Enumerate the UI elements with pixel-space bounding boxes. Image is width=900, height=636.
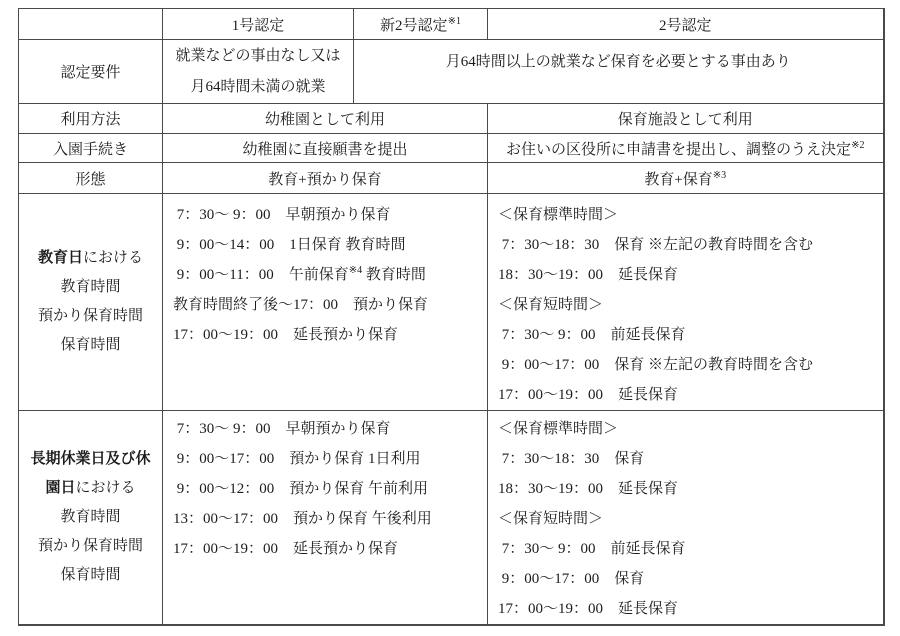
schedule-line	[173, 260, 487, 290]
form-cell-education-hoiku	[488, 163, 884, 194]
row-label-usage: 利用方法	[19, 104, 163, 134]
holiday-label-line5: 保育時間	[60, 567, 121, 583]
holiday-childcare-schedule	[488, 411, 884, 626]
schedule-line: 17：00～19：00 延長預かり保育	[173, 541, 399, 557]
schedule-line: 教育時間終了後～17：00 預かり保育	[173, 297, 429, 313]
education-day-kindergarten-schedule	[163, 194, 488, 411]
footnote-ref-3: ※3	[712, 169, 727, 181]
holiday-label-line3: 教育時間	[60, 509, 121, 525]
row-label-holiday	[19, 411, 163, 626]
procedure-row	[19, 134, 884, 163]
footnote-ref-2: ※2	[851, 139, 865, 151]
schedule-line: 7：30～ 9：00 早朝預かり保育	[173, 421, 391, 437]
education-day-rest: における	[83, 250, 144, 266]
schedule-line-pre: 9：00～11：00 午前保育	[173, 267, 349, 283]
care-line: 17：00～19：00 延長保育	[498, 387, 679, 403]
care-line: ＜保育短時間＞	[498, 297, 604, 313]
row-label-procedure: 入園手続き	[19, 134, 163, 163]
care-line: 9：00～17：00 保育 ※左記の教育時間を含む	[498, 357, 814, 373]
form-cell-education-azukari: 教育+預かり保育	[163, 163, 488, 194]
care-line: 7：30～18：30 保育 ※左記の教育時間を含む	[498, 237, 814, 253]
requirements-1gou-line2: 月64時間未満の就業	[190, 78, 326, 95]
header-cell-1gou-nintei: 1号認定	[163, 9, 354, 40]
requirements-1gou-line1: 就業などの事由なし又は	[175, 47, 341, 64]
care-line: ＜保育標準時間＞	[498, 207, 619, 223]
education-day-row	[19, 194, 884, 411]
care-line: 18：30～19：00 延長保育	[498, 481, 679, 497]
row-label-requirements: 認定要件	[19, 40, 163, 104]
schedule-line: 17：00～19：00 延長預かり保育	[173, 327, 399, 343]
care-line: ＜保育標準時間＞	[498, 421, 619, 437]
education-day-label-line3: 預かり保育時間	[37, 308, 143, 324]
usage-cell-kindergarten: 幼稚園として利用	[163, 104, 488, 134]
schedule-line: 9：00～14：00 1日保育 教育時間	[173, 237, 406, 253]
holiday-label-line2	[19, 474, 162, 503]
header-cell-2gou-nintei: 2号認定	[488, 9, 884, 40]
education-day-label-line4: 保育時間	[60, 337, 121, 353]
certification-comparison-table	[18, 8, 885, 626]
care-line: 9：00～17：00 保育	[498, 571, 645, 587]
footnote-ref-1: ※1	[447, 15, 461, 27]
usage-cell-childcare: 保育施設として利用	[488, 104, 884, 134]
header-row	[19, 9, 884, 40]
care-line: 17：00～19：00 延長保育	[498, 601, 679, 617]
holiday-bold-1: 長期休業日及び休	[30, 451, 151, 467]
holiday-rest: における	[75, 480, 136, 496]
holiday-label-line1	[19, 445, 162, 474]
row-label-form: 形態	[19, 163, 163, 194]
header-cell-blank	[19, 9, 163, 40]
procedure-cell-ward-office	[488, 134, 884, 163]
holiday-label-line4: 預かり保育時間	[37, 538, 143, 554]
requirements-row	[19, 40, 884, 104]
holiday-row	[19, 411, 884, 626]
procedure-right-text: お住いの区役所に申請書を提出し、調整のうえ決定	[506, 141, 852, 158]
holiday-kindergarten-schedule	[163, 411, 488, 626]
education-day-label-line1	[19, 244, 162, 273]
care-line: 7：30～ 9：00 前延長保育	[498, 541, 686, 557]
procedure-cell-kindergarten: 幼稚園に直接願書を提出	[163, 134, 488, 163]
footnote-ref-4: ※4	[348, 265, 363, 276]
holiday-bold-2: 園日	[45, 480, 76, 496]
education-day-childcare-schedule	[488, 194, 884, 411]
care-line: 7：30～18：30 保育	[498, 451, 645, 467]
schedule-line: 9：00～12：00 預かり保育 午前利用	[173, 481, 429, 497]
requirements-cell-merged: 月64時間以上の就業など保育を必要とする事由あり	[354, 40, 884, 104]
education-day-bold: 教育日	[37, 250, 83, 266]
row-label-education-day	[19, 194, 163, 411]
header-shin2gou-text: 新2号認定	[380, 17, 448, 34]
education-day-label-line2: 教育時間	[60, 279, 121, 295]
care-line: ＜保育短時間＞	[498, 511, 604, 527]
form-row	[19, 163, 884, 194]
care-line: 18：30～19：00 延長保育	[498, 267, 679, 283]
schedule-line-post: 教育時間	[362, 267, 426, 283]
requirements-cell-1gou	[163, 40, 354, 104]
care-line: 7：30～ 9：00 前延長保育	[498, 327, 686, 343]
header-cell-shin2gou-nintei	[354, 9, 488, 40]
form-right-text: 教育+保育	[644, 171, 713, 188]
schedule-line: 7：30～ 9：00 早朝預かり保育	[173, 207, 391, 223]
schedule-line: 9：00～17：00 預かり保育 1日利用	[173, 451, 421, 467]
usage-row	[19, 104, 884, 134]
schedule-line: 13：00～17：00 預かり保育 午後利用	[173, 511, 432, 527]
